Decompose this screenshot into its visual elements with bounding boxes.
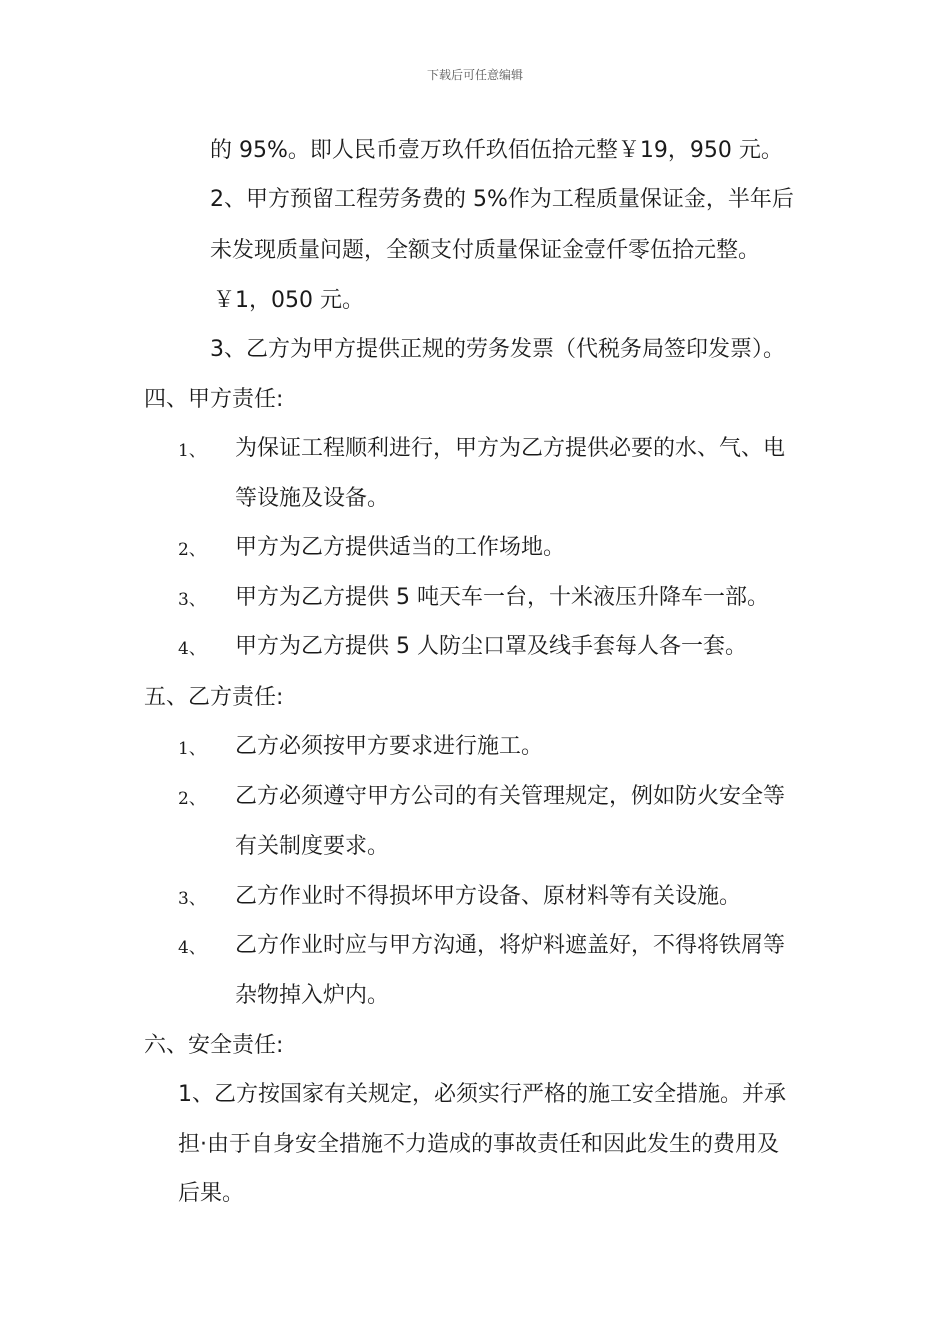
list-item-text: 甲方为乙方提供 5 吨天车一台，十米液压升降车一部。	[235, 585, 769, 610]
list-item-text-continuation: 有关制度要求。	[235, 834, 390, 859]
list-number: 4、	[178, 938, 206, 958]
list-number: 2、	[178, 789, 206, 809]
list-number: 4、	[178, 639, 206, 659]
safety-paragraph-line-1: 1、乙方按国家有关规定，必须实行严格的施工安全措施。并承	[178, 1082, 786, 1107]
list-item-text: 乙方必须遵守甲方公司的有关管理规定，例如防火安全等	[235, 784, 786, 809]
payment-item-2-line-1: 2、甲方预留工程劳务费的 5%作为工程质量保证金，半年后	[210, 187, 794, 212]
page-header: 下载后可任意编辑	[426, 68, 523, 82]
list-number: 2、	[178, 540, 206, 560]
safety-paragraph-line-3: 后果。	[178, 1181, 245, 1206]
list-item-text: 乙方作业时不得损坏甲方设备、原材料等有关设施。	[235, 884, 742, 909]
list-number: 1、	[178, 739, 206, 759]
payment-item-2-line-2: 未发现质量问题，全额支付质量保证金壹仟零伍拾元整。	[210, 238, 761, 263]
payment-item-3: 3、乙方为甲方提供正规的劳务发票（代税务局签印发票）。	[210, 337, 785, 362]
safety-paragraph-line-2: 担·由于自身安全措施不力造成的事故责任和因此发生的费用及	[178, 1132, 779, 1157]
payment-paragraph-1-continuation: 的 95%。即人民币壹万玖仟玖佰伍拾元整￥19，950 元。	[210, 138, 783, 163]
list-item-text: 为保证工程顺利进行，甲方为乙方提供必要的水、气、电	[235, 436, 786, 461]
list-number: 3、	[178, 590, 206, 610]
list-item-text-continuation: 等设施及设备。	[235, 486, 390, 511]
list-item-text: 甲方为乙方提供 5 人防尘口罩及线手套每人各一套。	[235, 634, 747, 659]
payment-item-2-line-3: ￥1，050 元。	[213, 288, 364, 313]
section-4-title: 四、甲方责任:	[144, 387, 284, 412]
list-item-text: 乙方作业时应与甲方沟通，将炉料遮盖好，不得将铁屑等	[235, 933, 786, 958]
list-item-text: 乙方必须按甲方要求进行施工。	[235, 734, 544, 759]
list-item-text-continuation: 杂物掉入炉内。	[235, 983, 390, 1008]
list-number: 1、	[178, 441, 206, 461]
list-number: 3、	[178, 889, 206, 909]
section-5-title: 五、乙方责任:	[144, 685, 284, 710]
list-item-text: 甲方为乙方提供适当的工作场地。	[235, 535, 566, 560]
section-6-title: 六、安全责任:	[144, 1033, 284, 1058]
